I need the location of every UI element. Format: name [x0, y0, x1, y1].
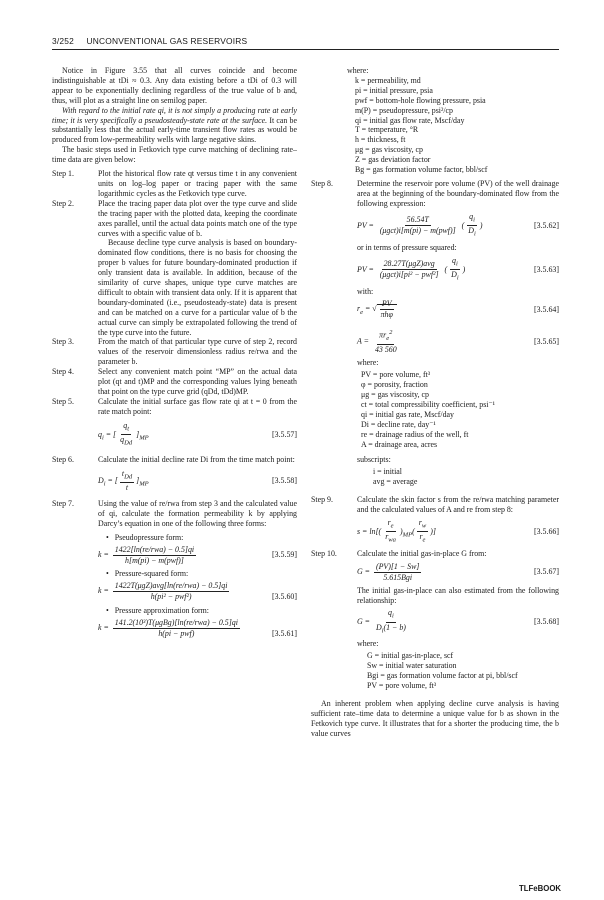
- denominator: h(pi² − pwf²): [150, 592, 192, 602]
- definition-item: G = initial gas-in-place, scf: [367, 651, 454, 661]
- equation-number: [3.5.63]: [534, 264, 559, 274]
- definition-item: Z = gas deviation factor: [355, 155, 431, 165]
- left-column: [52, 66, 297, 639]
- definition-item: m(P) = pseudopressure, psi²/cp: [355, 105, 453, 115]
- definition-item: avg = average: [373, 477, 418, 487]
- definition-item: i = initial: [373, 467, 402, 477]
- definition-item: PV = pore volume, ft³: [367, 681, 437, 691]
- equation-number: [3.5.62]: [534, 220, 559, 230]
- definition-item: ct = total compressibility coefficient, psi⁻¹: [361, 399, 495, 409]
- bullet-pseudopressure: • Pseudopressure form:: [106, 533, 297, 543]
- step-7: [52, 499, 297, 529]
- definition-item: PV = pore volume, ft³: [361, 370, 431, 380]
- step-6: [52, 455, 297, 465]
- step-label: Step 1.: [52, 169, 74, 179]
- subscripts-label: subscripts:: [357, 455, 391, 465]
- step-text: Calculate the initial decline rate Di from the time match point:: [98, 454, 295, 464]
- equation-3-5-61: k = $\frac{\text{141.2(10³)T(μgBg)[ln(re/rwa) − 0.5]qi}}{\text{h(pi − pwf)}}$ [3.5.61]: [98, 618, 297, 638]
- definitions-list-1: [355, 76, 559, 175]
- equation-3-5-64: $r_e$ = √ $\frac{PV}{\text{πhφ}}$ [3.5.64]: [357, 299, 559, 320]
- step-label: Step 9.: [311, 495, 333, 505]
- equation-3-5-68: G = $\frac{q_i}{D_i(1 - b)}$ [3.5.68]: [357, 608, 559, 635]
- step-text: Calculate the initial surface gas flow rate qi at t = 0 from the rate match point:: [98, 396, 297, 416]
- denominator: h(pi − pwf): [158, 628, 195, 638]
- definition-item: Bg = gas formation volume factor, bbl/scf: [355, 165, 488, 175]
- numerator: 141.2(10³)T(μgBg)[ln(re/rwa) − 0.5]qi: [114, 618, 238, 628]
- equation-number: [3.5.67]: [534, 567, 559, 577]
- equation-3-5-59: k = $\frac{\text{1422[ln(re/rwa) − 0.5]qi}}{\text{h[m(pi) − m(pwf)]}}$ [3.5.59]: [98, 544, 297, 565]
- step-text: From the match of that particular type curve of step 2, record values of the reservoir dimensionless radius re/rwa and the parameter b.: [98, 337, 297, 367]
- equation-3-5-66: s = ln[( $\frac{r_e}{r_{wa}}$ )$_{MP}$( $\frac{r_w}{r_e}$ )] [3.5.66]: [357, 517, 559, 545]
- step-8: [311, 179, 559, 209]
- definition-item: k = permeability, md: [355, 75, 421, 85]
- definition-item: μg = gas viscosity, cp: [361, 389, 429, 399]
- definition-item: pi = initial pressure, psia: [355, 85, 433, 95]
- step-label: Step 10.: [311, 548, 337, 558]
- equation-number: [3.5.64]: [534, 304, 559, 314]
- equation-number: [3.5.57]: [272, 429, 297, 439]
- step-3: [52, 337, 297, 367]
- where-label: where:: [347, 66, 369, 75]
- where-label: where:: [357, 639, 379, 649]
- equation-number: [3.5.65]: [534, 336, 559, 346]
- definition-item: Sw = initial water saturation: [367, 661, 457, 671]
- definition-item: μg = gas viscosity, cp: [355, 145, 423, 155]
- definition-item: pwf = bottom-hole flowing pressure, psia: [355, 95, 486, 105]
- equation-3-5-57: $q_i$ = [ $\frac{q_t}{q_{Dd}}$ ]$_{MP}$ [3.5.57]: [98, 420, 297, 447]
- step-text: Select any convenient match point “MP” on the actual data plot (qt and t)MP and the corresponding values lying beneath that point on the type curve grid (qDd, tDd)MP.: [98, 367, 297, 396]
- step-text: Plot the historical flow rate qt versus time t in any convenient units on log–log paper or tracing paper with the same logarithmic cycles as the Fetkovich type curve.: [98, 169, 297, 198]
- intro-paragraph-1: Notice in Figure 3.55 that all curves coincide and become indistinguishable at tDi ≈ 0.3. Any data existing before a tDi of 0.3 will appear to be exponentially declining regardless of the true value of b and, thus, will plot as a straight line on semilog paper.: [52, 66, 297, 105]
- step-label: Step 2.: [52, 198, 74, 208]
- equation-number: [3.5.68]: [534, 617, 559, 627]
- bullet-pressure-squared: • Pressure-squared form:: [106, 569, 297, 579]
- step-label: Step 7.: [52, 498, 74, 508]
- step-text: Place the tracing paper data plot over the type curve and slide the tracing paper with the plotted data, keeping the coordinate axes parallel, until the actual data points match one of the type curves with a specific value of b.: [98, 198, 297, 238]
- step-10: [311, 549, 559, 559]
- step-label: Step 3.: [52, 337, 74, 347]
- right-column: [311, 66, 559, 739]
- definition-item: φ = porosity, fraction: [361, 380, 428, 390]
- numerator: (PV)[1 − Sw]: [375, 561, 420, 571]
- step-label: Step 5.: [52, 396, 74, 406]
- step-label: Step 4.: [52, 367, 74, 377]
- step-1: [52, 169, 297, 199]
- step-text: Calculate the skin factor s from the re/rwa matching parameter and the calculated values of A and re from step 8:: [357, 495, 559, 515]
- equation-number: [3.5.66]: [534, 526, 559, 536]
- step-4: [52, 367, 297, 397]
- step-9: [311, 495, 559, 515]
- equation-3-5-58: $D_i$ = [ $\frac{t_{Dd}}{t}$ ]$_{MP}$ [3.5.58]: [98, 468, 297, 493]
- equation-number: [3.5.59]: [272, 550, 297, 560]
- intro-emphasis: With regard to the initial rate qi, it is not simply a producing rate at early time; it is very specifically a pseudosteady-state rate at the surface.: [52, 105, 297, 125]
- step-text: Determine the reservoir pore volume (PV) of the well drainage area at the beginning of the boundary-dominated flow from the following expression:: [357, 178, 559, 208]
- step-2: [52, 199, 297, 239]
- equation-3-5-65: A = $\frac{\pi r_e^2}{43 560}$ [3.5.65]: [357, 329, 559, 355]
- intro-paragraph-3: The basic steps used in Fetkovich type curve matching of declining rate–time data are given below:: [52, 145, 297, 165]
- running-header: [52, 36, 559, 46]
- equation-number: [3.5.61]: [272, 628, 297, 638]
- subscripts-list: [373, 467, 559, 487]
- step-text: Using the value of re/rwa from step 3 and the calculated value of qi, calculate the formation permeability k by applying Darcy’s equation in one of the following three forms:: [98, 498, 297, 528]
- numerator: 28.27T(μgZ)avg: [383, 259, 435, 269]
- definition-item: Di = decline rate, day⁻¹: [361, 419, 436, 429]
- footer-watermark: TLFeBOOK: [519, 884, 562, 893]
- intro-paragraph-2: [52, 106, 297, 146]
- numerator: 1422T(μgZ)avg[ln(re/rwa) − 0.5]qi: [114, 581, 228, 591]
- running-title: UNCONVENTIONAL GAS RESERVOIRS: [86, 36, 248, 46]
- step-5: [52, 397, 297, 417]
- definition-item: re = drainage radius of the well, ft: [361, 429, 469, 439]
- or-text: or in terms of pressure squared:: [357, 242, 457, 252]
- header-rule: [52, 49, 559, 50]
- gip-text: The initial gas-in-place can also estimated from the following relationship:: [357, 585, 559, 605]
- page-number: 3/252: [52, 36, 74, 46]
- where-label: where:: [357, 358, 379, 368]
- equation-3-5-67: G = $\frac{(PV)[1 - Sw]}{\text{5.615Bgi}}$ [3.5.67]: [357, 561, 559, 582]
- definitions-list-2: [361, 370, 559, 449]
- numerator: 1422[ln(re/rwa) − 0.5]qi: [114, 544, 195, 554]
- equation-number: [3.5.58]: [272, 475, 297, 485]
- intro-rest: It can be substantially less that the actual early-time transient flow rates as would be produced from low-permeability wells with large negative skins.: [52, 115, 298, 145]
- definition-item: h = thickness, ft: [355, 135, 406, 145]
- equation-number: [3.5.60]: [272, 592, 297, 602]
- definitions-list-4: [367, 651, 559, 691]
- definition-item: qi = initial gas rate, Mscf/day: [361, 409, 454, 419]
- bullet-pressure-approximation: • Pressure approximation form:: [106, 606, 297, 616]
- numerator: 56.54T: [406, 215, 429, 225]
- step-2-continued: Because decline type curve analysis is based on boundary-dominated flow conditions, there is no basis for choosing the proper b values for future boundary-dominated production if only transient data is available. In addition, because of the similarity of curve shapes, unique type curve matches are difficult to obtain with transient data only. If it is apparent that boundary-dominated (i.e., pseudosteady-state) data is present and can be matched on a curve for a particular value of b the actual curve can simply be extrapolated following the trend of the type curve into the future.: [98, 238, 297, 337]
- step-text: Calculate the initial gas-in-place G from:: [357, 548, 487, 558]
- definition-item: qi = initial gas flow rate, Mscf/day: [355, 115, 465, 125]
- equation-3-5-63: PV = $\frac{\text{28.27T(μgZ)avg}}{\text{(μgct)i[pi² − pwf²]}}$ ( $\frac{q_i}{D_i}$ ) [3.5.63]: [357, 255, 559, 282]
- closing-paragraph: An inherent problem when applying decline curve analysis is having sufficient rate–time data to determine a unique value for b as shown in the Fetkovich type curve. It illustrates that for a shorter the producing time, the b value curves: [311, 698, 559, 738]
- equation-3-5-60: k = $\frac{\text{1422T(μgZ)avg[ln(re/rwa) − 0.5]qi}}{\text{h(pi² − pwf²)}}$ [3.5.60]: [98, 581, 297, 602]
- step-label: Step 6.: [52, 454, 74, 464]
- definition-item: Bgi = gas formation volume factor at pi, bbl/scf: [367, 671, 518, 681]
- denominator: 5.615Bgi: [383, 572, 413, 582]
- denominator: h[m(pi) − m(pwf)]: [125, 555, 184, 565]
- definition-item: T = temperature, °R: [355, 125, 419, 135]
- with-label: with:: [357, 286, 374, 296]
- denominator: (μgct)i[pi² − pwf²]: [379, 270, 439, 280]
- definition-item: A = drainage area, acres: [361, 439, 438, 449]
- denominator: (μgct)i[m(pi) − m(pwf)]: [379, 226, 456, 236]
- step-label: Step 8.: [311, 178, 333, 188]
- equation-3-5-62: PV = $\frac{56.54T}{\text{(μgct)i[m(pi) − m(pwf)]}}$ ( $\frac{q_i}{D_i}$ ) [3.5.62]: [357, 211, 559, 238]
